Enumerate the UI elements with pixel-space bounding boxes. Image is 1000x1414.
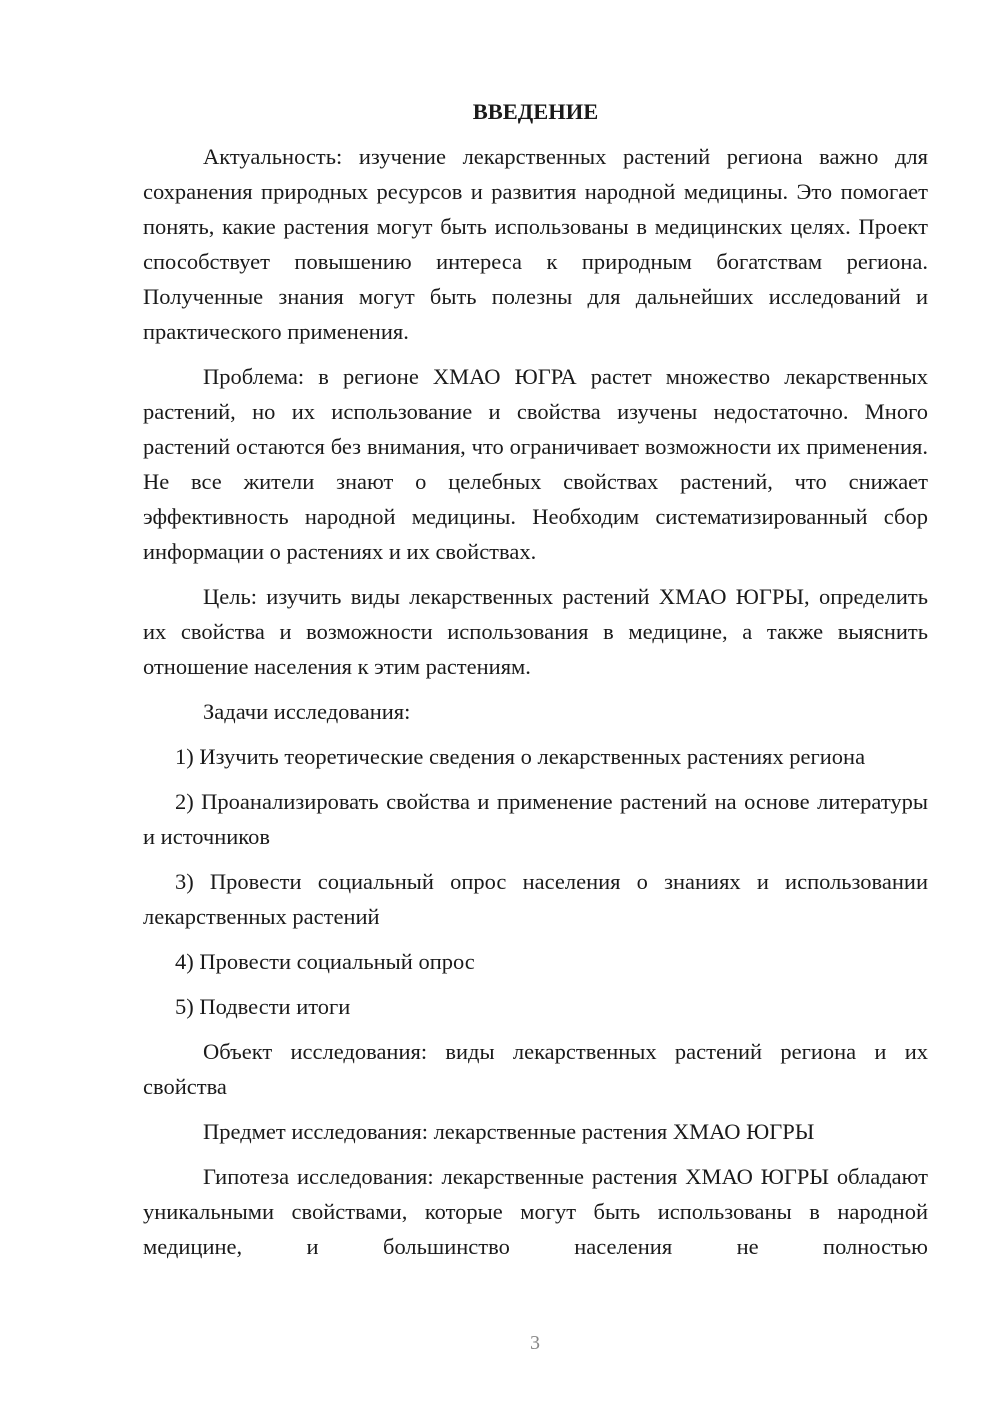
goal-paragraph: Цель: изучить виды лекарственных растений ХМАО ЮГРЫ, определить их свойства и возможности использования в медицине, а также выяснить отношение населения к этим растениям.	[143, 584, 928, 679]
task-item-5: 5) Подвести итоги	[175, 994, 351, 1019]
page-title: ВВЕДЕНИЕ	[472, 99, 599, 124]
task-item-2: 2) Проанализировать свойства и применение растений на основе литературы и источников	[143, 789, 928, 849]
task-item-3: 3) Провести социальный опрос населения о знаниях и использовании лекарственных растений	[143, 869, 928, 929]
page-number: 3	[530, 1332, 540, 1354]
tasks-heading: Задачи исследования:	[203, 699, 411, 724]
task-item-4: 4) Провести социальный опрос	[175, 949, 475, 974]
task-item-1: 1) Изучить теоретические сведения о лекарственных растениях региона	[175, 744, 866, 769]
problem-paragraph: Проблема: в регионе ХМАО ЮГРА растет множество лекарственных растений, но их использование и свойства изучены недостаточно. Много растений остаются без внимания, что ограничивает возможности их применения. Не все жители знают о целебных свойствах растений, что снижает эффективность народной медицины. Необходим систематизированный сбор информации о растениях и их свойствах.	[143, 364, 928, 564]
page-content	[143, 94, 928, 1264]
hypothesis-paragraph: Гипотеза исследования: лекарственные растения ХМАО ЮГРЫ обладают уникальными свойствами, которые могут быть использованы в народной медицине, и большинство населения не полностью	[143, 1164, 928, 1259]
relevance-paragraph: Актуальность: изучение лекарственных растений региона важно для сохранения природных ресурсов и развития народной медицины. Это помогает понять, какие растения могут быть использованы в медицинских целях. Проект способствует повышению интереса к природным богатствам региона. Полученные знания могут быть полезны для дальнейших исследований и практического применения.	[143, 144, 928, 344]
subject-paragraph: Предмет исследования: лекарственные растения ХМАО ЮГРЫ	[203, 1119, 815, 1144]
object-paragraph: Объект исследования: виды лекарственных растений региона и их свойства	[143, 1039, 928, 1099]
